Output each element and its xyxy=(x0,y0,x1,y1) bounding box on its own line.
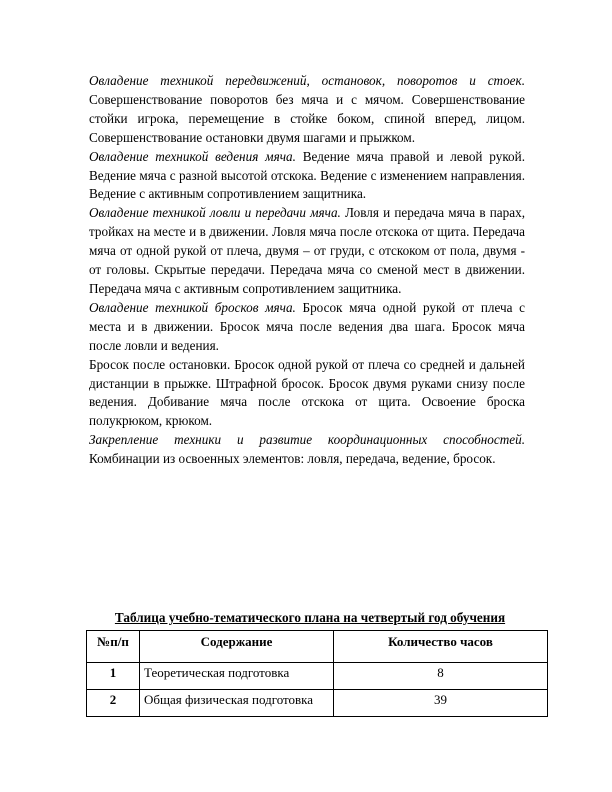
row-hours: 8 xyxy=(334,663,548,690)
row-content: Общая физическая подготовка xyxy=(140,690,334,717)
table-row xyxy=(87,663,548,690)
table-title: Таблица учебно-тематического плана на четвертый год обучения xyxy=(114,610,506,625)
paragraph-text: Бросок мяча одной рукой от плеча с места и в движении. Бросок мяча после ведения два шага. Бросок мяча после ловли и ведения. xyxy=(89,299,526,353)
body-text xyxy=(89,72,525,469)
paragraph-text: Ведение мяча правой и левой рукой. Ведение мяча с разной высотой отскока. Ведение с изменением направления. Ведение с активным сопротивлением защитника. xyxy=(89,148,526,202)
row-hours: 39 xyxy=(334,690,548,717)
row-num: 1 xyxy=(87,663,140,690)
row-content: Теоретическая подготовка xyxy=(140,663,334,690)
table-row xyxy=(87,690,548,717)
section-heading: Овладение техникой ловли и передачи мяча. xyxy=(89,205,341,221)
row-num: 2 xyxy=(87,690,140,717)
table-header-row xyxy=(87,631,548,663)
paragraph xyxy=(89,72,525,148)
paragraph-text: Ловля и передача мяча в парах, тройках на месте и в движении. Ловля мяча после отскока от щита. Передача мяча от одной рукой от плеча, двумя – от груди, с отскоком от пола, двумя - от головы. Скрытые передачи. Передача мяча со сменой мест в движении. Передача мяча с активным сопротивлением защитника. xyxy=(89,205,525,296)
paragraph xyxy=(89,299,525,356)
curriculum-table xyxy=(86,630,548,717)
paragraph-text: Совершенствование поворотов без мяча и с мячом. Совершенствование стойки игрока, перемещение в стойке боком, спиной вперед, лицом. Совершенствование остановки двумя шагами и прыжком. xyxy=(89,91,525,145)
paragraph-text: Комбинации из освоенных элементов: ловля, передача, ведение, бросок. xyxy=(89,451,496,467)
section-heading: Овладение техникой ведения мяча. xyxy=(89,148,296,164)
header-content: Содержание xyxy=(140,631,334,663)
paragraph xyxy=(89,204,525,299)
paragraph xyxy=(89,356,525,432)
paragraph xyxy=(89,148,525,205)
header-num: №п/п xyxy=(87,631,140,663)
paragraph xyxy=(89,431,525,469)
header-hours: Количество часов xyxy=(334,631,548,663)
section-heading: Овладение техникой бросков мяча. xyxy=(89,299,296,315)
section-heading: Овладение техникой передвижений, остановок, поворотов и стоек. xyxy=(89,73,525,88)
paragraph-text: Бросок после остановки. Бросок одной рукой от плеча со средней и дальней дистанции в прыжке. Штрафной бросок. Бросок двумя руками снизу после ведения. Добивание мяча после отскока от щита. Освоение броска полукрюком, крюком. xyxy=(89,356,525,429)
section-heading: Закрепление техники и развитие координационных способностей. xyxy=(89,432,525,448)
